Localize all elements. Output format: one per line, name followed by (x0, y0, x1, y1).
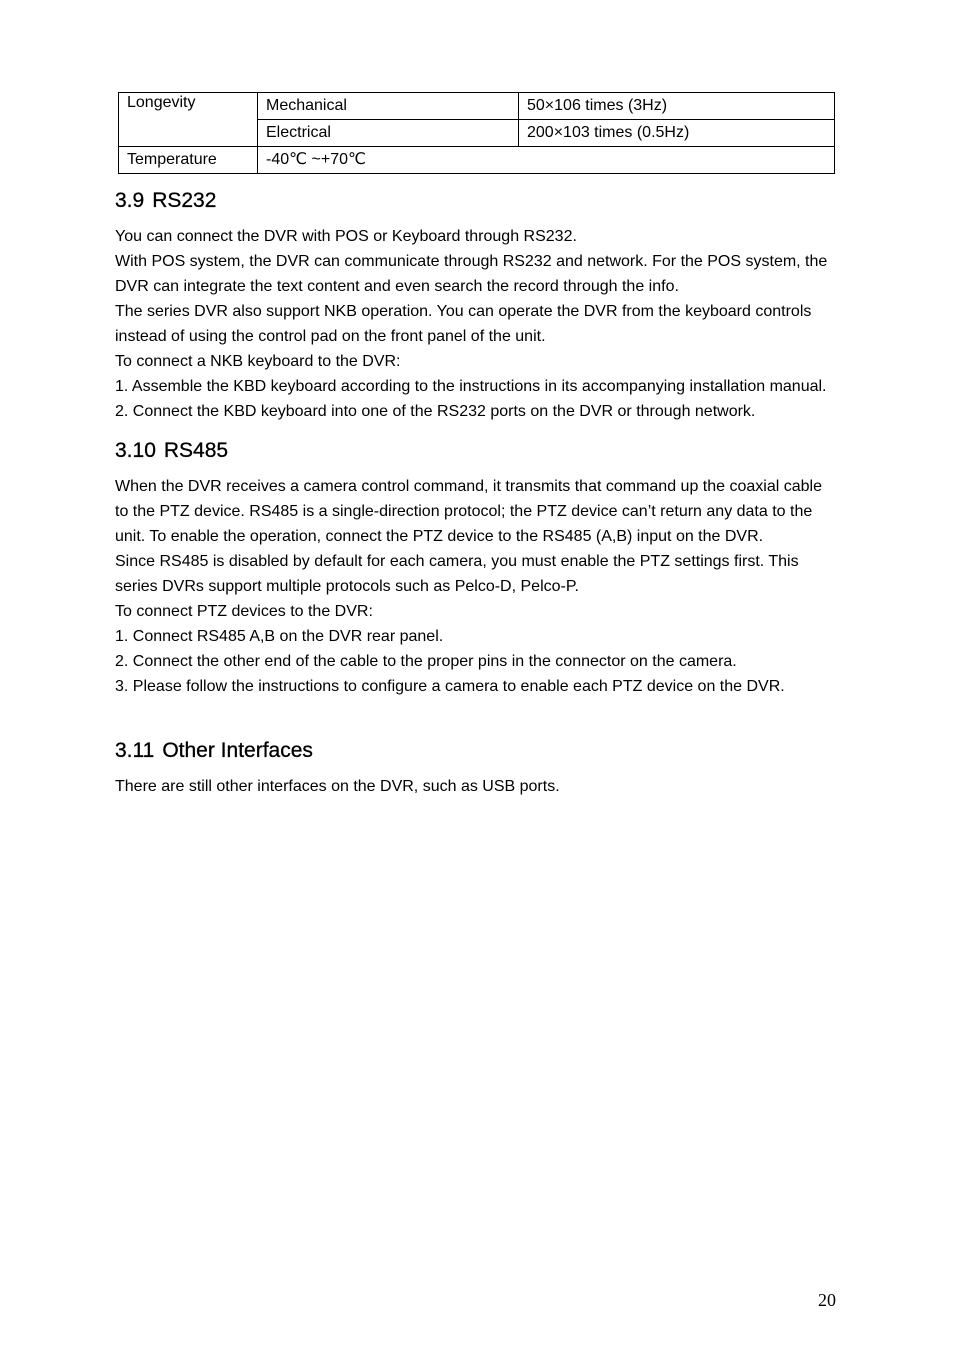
paragraph-line: You can connect the DVR with POS or Keyboard through RS232. (115, 228, 577, 245)
paragraph-line: Since RS485 is disabled by default for each camera, you must enable the PTZ settings first. This (115, 553, 799, 570)
mechanical-value: 50×106 times (3Hz) (519, 93, 835, 120)
heading-rs485 (115, 439, 228, 463)
section-number: 3.11 (115, 739, 155, 762)
heading-rs232 (115, 189, 216, 213)
section-title: RS485 (163, 439, 229, 462)
longevity-label: Longevity (119, 93, 258, 147)
paragraph-line: instead of using the control pad on the front panel of the unit. (115, 328, 546, 345)
list-item: 3. Please follow the instructions to configure a camera to enable each PTZ device on the DVR. (115, 678, 785, 695)
paragraph-line: The series DVR also support NKB operation. You can operate the DVR from the keyboard controls (115, 303, 812, 320)
list-item: 1. Connect RS485 A,B on the DVR rear panel. (115, 628, 444, 645)
spec-table (118, 92, 835, 174)
paragraph-line: DVR can integrate the text content and even search the record through the info. (115, 278, 679, 295)
heading-other-interfaces (115, 739, 313, 763)
section-title: Other Interfaces (162, 739, 313, 762)
paragraph-line: To connect a NKB keyboard to the DVR: (115, 353, 401, 370)
page-number: 20 (818, 1290, 836, 1310)
section-number: 3.9 (115, 189, 145, 212)
paragraph-line: To connect PTZ devices to the DVR: (115, 603, 373, 620)
list-item: 2. Connect the KBD keyboard into one of the RS232 ports on the DVR or through network. (115, 403, 756, 420)
section-body-rs232 (115, 224, 875, 424)
electrical-label: Electrical (258, 120, 519, 147)
list-item: 2. Connect the other end of the cable to the proper pins in the connector on the camera. (115, 653, 737, 670)
paragraph-line: With POS system, the DVR can communicate through RS232 and network. For the POS system, the (115, 253, 828, 270)
paragraph-line: There are still other interfaces on the DVR, such as USB ports. (115, 778, 560, 795)
temperature-label: Temperature (119, 147, 258, 174)
list-item: 1. Assemble the KBD keyboard according to the instructions in its accompanying installation manual. (115, 378, 827, 395)
section-body-other-interfaces (115, 774, 875, 799)
section-title: RS232 (152, 189, 217, 212)
electrical-value: 200×103 times (0.5Hz) (519, 120, 835, 147)
mechanical-label: Mechanical (258, 93, 519, 120)
temperature-value: -40℃ ~+70℃ (258, 147, 835, 174)
paragraph-line: to the PTZ device. RS485 is a single-direction protocol; the PTZ device can’t return any data to the (115, 503, 813, 520)
table-row (119, 93, 835, 120)
paragraph-line: unit. To enable the operation, connect the PTZ device to the RS485 (A,B) input on the DVR. (115, 528, 764, 545)
table-row (119, 147, 835, 174)
section-body-rs485 (115, 474, 875, 699)
section-number: 3.10 (115, 439, 156, 462)
paragraph-line: series DVRs support multiple protocols such as Pelco-D, Pelco-P. (115, 578, 579, 595)
paragraph-line: When the DVR receives a camera control command, it transmits that command up the coaxial cable (115, 478, 822, 495)
